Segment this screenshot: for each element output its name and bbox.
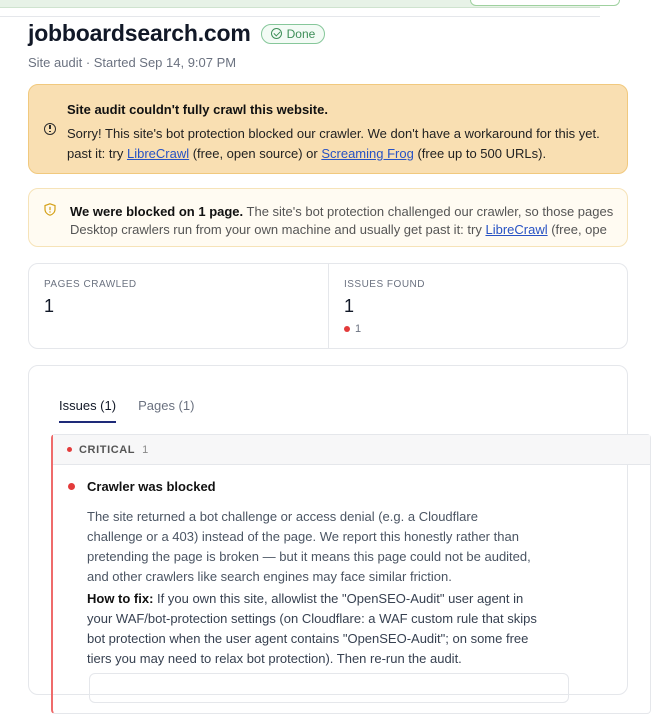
warn-text: (free, ope	[547, 222, 607, 237]
tab-bar	[59, 398, 194, 423]
issues-panel	[28, 365, 628, 695]
tab-pages[interactable]: Pages (1)	[138, 398, 195, 413]
critical-count-value: 1	[354, 323, 362, 335]
screaming-frog-link[interactable]: Screaming Frog	[321, 146, 414, 161]
warn-bold-text: We were blocked on 1 page.	[70, 204, 244, 219]
issue-fix	[87, 589, 537, 669]
alert-body-line2	[67, 144, 546, 164]
issue-title-row[interactable]	[68, 479, 216, 494]
status-badge-label: Done	[286, 26, 316, 41]
alert-body-line1: Sorry! This site's bot protection blocked our crawler. We don't have a workaround for this yet.	[67, 126, 600, 141]
alert-circle-icon	[44, 123, 56, 135]
severity-header[interactable]	[53, 435, 650, 465]
critical-count	[344, 323, 612, 335]
critical-dot-icon	[344, 326, 350, 332]
alert-text: (free up to 500 URLs).	[413, 146, 547, 161]
severity-count: 1	[142, 443, 149, 456]
librecrawl-link[interactable]: LibreCrawl	[485, 222, 548, 237]
check-circle-icon	[271, 28, 282, 39]
blocked-pages-alert	[28, 188, 628, 247]
warn-line1	[70, 204, 613, 219]
issue-group-critical	[51, 434, 651, 714]
affected-pages-box	[89, 673, 569, 703]
alert-text: (free, open source) or	[189, 146, 322, 161]
fix-text: If you own this site, allowlist the "OpenSEO-Audit" user agent in your WAF/bot-protection settings (on Cloudflare: a WAF custom rule that skips bot protection when the user agent contains "OpenSEO-Audit"; on some free tiers you may need to relax bot protection). Then re-run the audit.	[87, 591, 537, 666]
page-header	[28, 20, 325, 70]
stat-value: 1	[343, 296, 354, 316]
browser-top-strip	[0, 0, 600, 8]
warn-line2	[70, 222, 607, 237]
issue-description: The site returned a bot challenge or access denial (e.g. a Cloudflare challenge or a 403) instead of the page. We report this honestly rather than pretending the page is broken — but it means this page could not be audited, and other crawlers like search engines may face similar friction.	[87, 509, 531, 584]
stat-value: 1	[44, 296, 55, 316]
top-pill	[470, 0, 620, 6]
tab-issues[interactable]: Issues (1)	[59, 398, 116, 423]
severity-label: CRITICAL	[79, 443, 136, 456]
librecrawl-link[interactable]: LibreCrawl	[126, 146, 190, 161]
stat-issues-found	[328, 264, 627, 348]
stat-pages-crawled	[29, 264, 328, 348]
critical-dot-icon	[68, 483, 75, 490]
issue-title: Crawler was blocked	[87, 479, 216, 494]
warn-text: The site's bot protection challenged our crawler, so those pages	[243, 204, 614, 219]
shield-alert-icon	[44, 203, 56, 216]
stats-card	[28, 263, 628, 349]
alert-text: past it: try	[67, 146, 127, 161]
status-badge	[261, 24, 326, 44]
stat-label: PAGES CRAWLED	[44, 279, 137, 290]
crawl-error-alert	[28, 84, 628, 174]
critical-dot-icon	[67, 447, 72, 452]
page-title: jobboardsearch.com	[28, 20, 251, 46]
page-subtitle: Site audit · Started Sep 14, 9:07 PM	[28, 55, 237, 70]
fix-label: How to fix:	[87, 591, 154, 606]
stat-label: ISSUES FOUND	[343, 279, 425, 290]
divider	[0, 16, 600, 17]
warn-text: Desktop crawlers run from your own machine and usually get past it: try	[70, 222, 486, 237]
alert-heading: Site audit couldn't fully crawl this website.	[67, 102, 328, 117]
